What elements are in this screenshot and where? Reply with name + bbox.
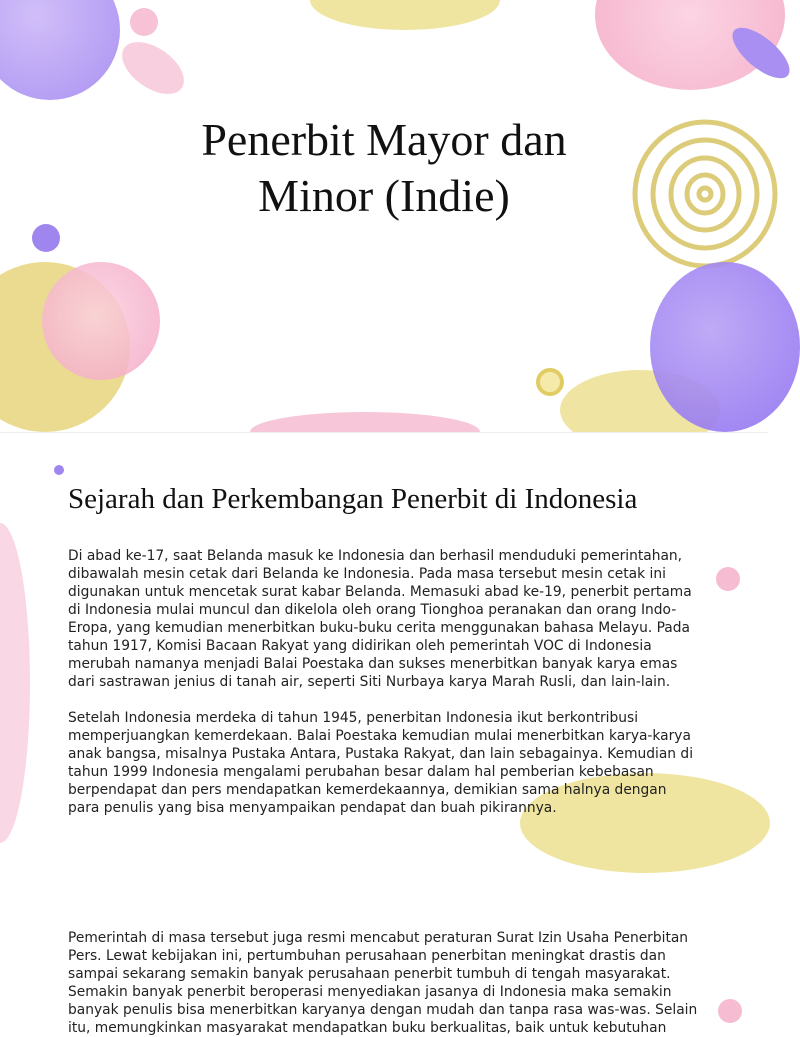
slide-title [0,112,768,224]
paragraph-2: Setelah Indonesia merdeka di tahun 1945, penerbitan Indonesia ikut berkontribusi memperjuangkan kemerdekaan. Balai Poestaka kemudian mulai menerbitkan karya-karya anak bangsa, misalnya Pustaka Antara, Pustaka Rakyat, dan lain sebagainya. Kemudian di tahun 1999 Indonesia mengalami perubahan besar dalam hal pemberian kebebasan berpendapat dan pers mendapatkan kemerdekaannya, demikian sama halnya dengan para penulis yang bisa menyampaikan pendapat dan buah pikirannya. [68,710,694,816]
paragraph-3: Pemerintah di masa tersebut juga resmi mencabut peraturan Surat Izin Usaha Penerbitan Pers. Lewat kebijakan ini, pertumbuhan perusahaan penerbitan meningkat drastis dan sampai sekarang semakin banyak perusahaan penerbit tumbuh di tengah masyarakat. Semakin banyak penerbit beroperasi menyediakan jasanya di Indonesia maka semakin banyak penulis bisa menerbitkan karyanya dengan mudah dan tanpa rasa was-was. Selain itu, memungkinkan masyarakat mendapatkan buku berkualitas, baik untuk kebutuhan [68,930,698,1036]
gold-watercolor-stroke [310,0,500,30]
purple-dot [32,224,60,252]
pink-watercolor-stroke [113,32,193,105]
pink-dot [716,567,740,591]
pink-watercolor-blob [42,262,160,380]
content-slide [0,432,768,1036]
purple-watercolor-blob [650,262,800,432]
title-line-2: Minor (Indie) [258,170,510,221]
title-line-1: Penerbit Mayor dan [201,114,567,165]
title-slide [0,0,768,432]
paragraph-1: Di abad ke-17, saat Belanda masuk ke Indonesia dan berhasil menduduki pemerintahan, dibawalah mesin cetak dari Belanda ke Indonesia. Pada masa tersebut mesin cetak ini digunakan untuk mencetak surat kabar Belanda. Memasuki abad ke-19, penerbit pertama di Indonesia mulai muncul dan dikelola oleh orang Tionghoa peranakan dan orang Indo-Eropa, yang kemudian menerbitkan buku-buku cerita menggunakan bahasa Melayu. Pada tahun 1917, Komisi Bacaan Rakyat yang didirikan oleh pemerintah VOC di Indonesia merubah namanya menjadi Balai Poestaka dan sukses menerbitkan banyak karya emas dari sastrawan jenius di tanah air, seperti Siti Nurbaya karya Marah Rusli, dan lain-lain. [68,548,692,690]
section-heading: Sejarah dan Perkembangan Penerbit di Indonesia [68,483,638,515]
gold-ring [536,368,564,396]
pink-dot [718,999,742,1023]
pink-watercolor-stroke [0,523,30,843]
pink-watercolor-blob [130,8,158,36]
purple-watercolor-blob [0,0,120,100]
purple-dot [54,465,64,475]
